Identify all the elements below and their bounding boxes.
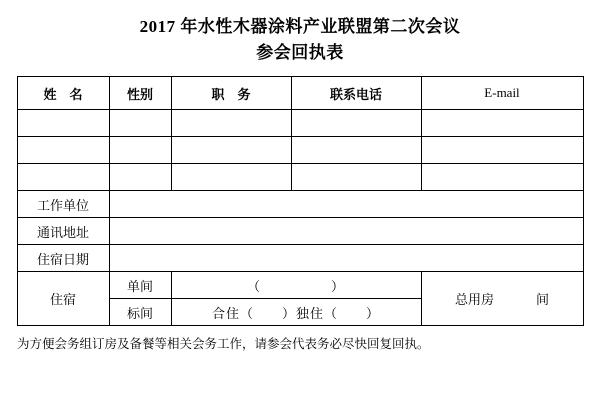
title-line-1: 2017 年水性木器涂料产业联盟第二次会议 bbox=[139, 17, 461, 36]
label-address: 通讯地址 bbox=[17, 218, 109, 245]
cell-gender[interactable] bbox=[109, 110, 171, 137]
field-stay-date[interactable] bbox=[109, 245, 583, 272]
label-total-rooms bbox=[421, 272, 583, 326]
field-single-room[interactable]: （ ） bbox=[171, 272, 421, 299]
cell-name[interactable] bbox=[17, 110, 109, 137]
total-rooms-text: 总用房 bbox=[454, 292, 494, 307]
cell-phone[interactable] bbox=[291, 137, 421, 164]
header-gender: 性别 bbox=[109, 77, 171, 110]
cell-position[interactable] bbox=[171, 164, 291, 191]
cell-phone[interactable] bbox=[291, 110, 421, 137]
field-standard-room[interactable]: 合住（ ）独住（ ） bbox=[171, 299, 421, 326]
header-name: 姓 名 bbox=[17, 77, 109, 110]
label-work-unit: 工作单位 bbox=[17, 191, 109, 218]
label-single-room: 单间 bbox=[109, 272, 171, 299]
header-email: E-mail bbox=[421, 77, 583, 110]
header-phone: 联系电话 bbox=[291, 77, 421, 110]
cell-email[interactable] bbox=[421, 164, 583, 191]
footer-note: 为方便会务组订房及备餐等相关会务工作，请参会代表务必尽快回复回执。 bbox=[17, 337, 430, 351]
header-position: 职 务 bbox=[171, 77, 291, 110]
cell-position[interactable] bbox=[171, 137, 291, 164]
label-standard-room: 标间 bbox=[109, 299, 171, 326]
table-row[interactable] bbox=[17, 137, 583, 164]
cell-position[interactable] bbox=[171, 110, 291, 137]
address-row bbox=[17, 218, 583, 245]
cell-phone[interactable] bbox=[291, 164, 421, 191]
cell-email[interactable] bbox=[421, 137, 583, 164]
cell-gender[interactable] bbox=[109, 137, 171, 164]
label-stay-date: 住宿日期 bbox=[17, 245, 109, 272]
cell-gender[interactable] bbox=[109, 164, 171, 191]
table-row[interactable] bbox=[17, 164, 583, 191]
cell-name[interactable] bbox=[17, 164, 109, 191]
registration-receipt-table bbox=[17, 76, 584, 326]
total-rooms-unit: 间 bbox=[536, 292, 550, 307]
accommodation-single-row bbox=[17, 272, 583, 299]
label-accommodation: 住宿 bbox=[17, 272, 109, 326]
document-title bbox=[16, 14, 584, 66]
cell-name[interactable] bbox=[17, 137, 109, 164]
table-header-row bbox=[17, 77, 583, 110]
field-work-unit[interactable] bbox=[109, 191, 583, 218]
work-unit-row bbox=[17, 191, 583, 218]
title-line-2: 参会回执表 bbox=[256, 43, 344, 62]
stay-date-row bbox=[17, 245, 583, 272]
field-address[interactable] bbox=[109, 218, 583, 245]
table-row[interactable] bbox=[17, 110, 583, 137]
cell-email[interactable] bbox=[421, 110, 583, 137]
